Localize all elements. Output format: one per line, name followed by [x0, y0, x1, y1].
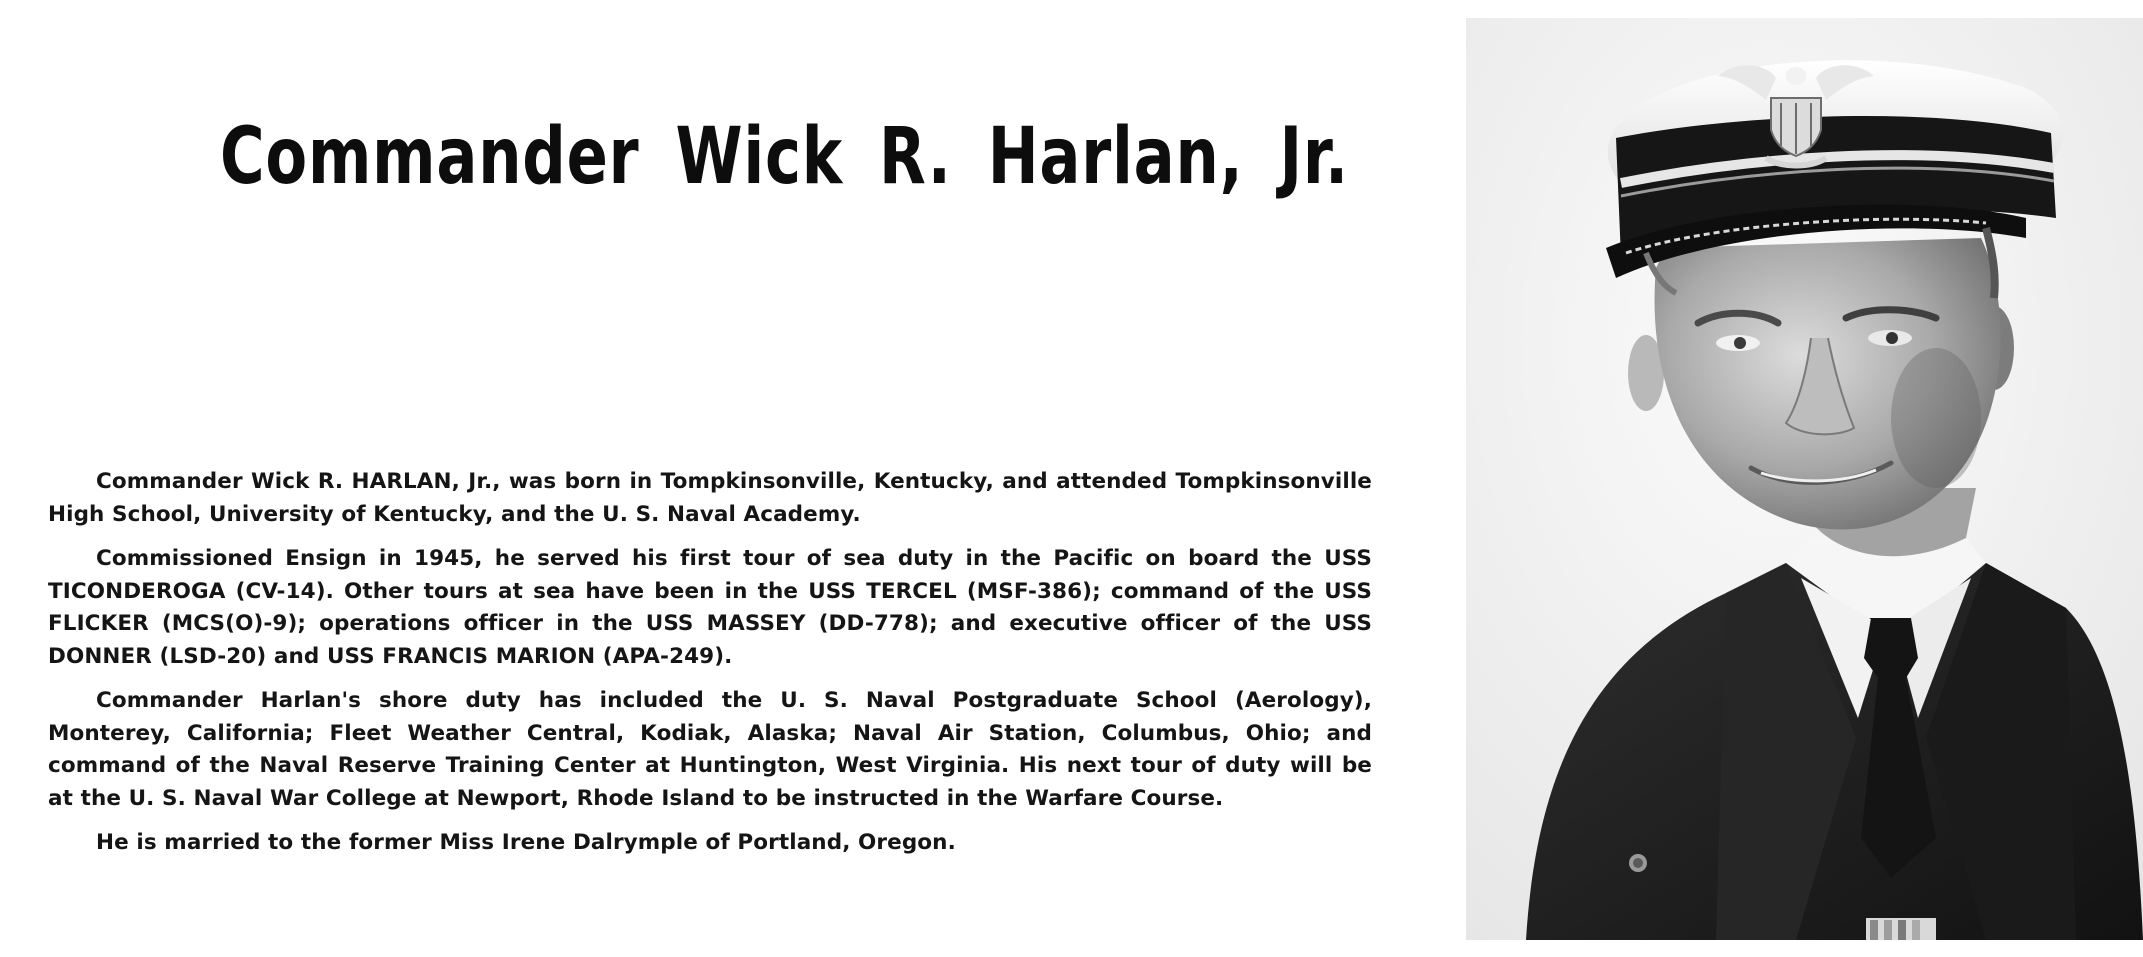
- portrait-photo: [1466, 18, 2143, 940]
- biography-text: [48, 466, 1372, 860]
- page-title: Commander Wick R. Harlan, Jr.: [220, 112, 1349, 202]
- bio-paragraph-sea-duty: Commissioned Ensign in 1945, he served his first tour of sea duty in the Pacific on board the USS TICONDEROGA (CV-14). Other tours at sea have been in the USS TERCEL (MSF-386); command of the USS FLICKER (MCS(O)-9); operations officer in the USS MASSEY (DD-778); and executive officer of the USS DONNER (LSD-20) and USS FRANCIS MARION (APA-249).: [48, 546, 1372, 669]
- bio-paragraph-birth: Commander Wick R. HARLAN, Jr., was born in Tompkinsonville, Kentucky, and attended Tompkinsonville High School, University of Kentucky, and the U. S. Naval Academy.: [48, 469, 1372, 527]
- bio-paragraph-shore-duty: Commander Harlan's shore duty has included the U. S. Naval Postgraduate School (Aerology), Monterey, California; Fleet Weather Central, Kodiak, Alaska; Naval Air Station, Columbus, Ohio; and command of the Naval Reserve Training Center at Huntington, West Virginia. His next tour of duty will be at the U. S. Naval War College at Newport, Rhode Island to be instructed in the Warfare Course.: [48, 688, 1372, 811]
- bio-paragraph-family: He is married to the former Miss Irene Dalrymple of Portland, Oregon.: [96, 830, 956, 855]
- portrait-illustration: [1466, 18, 2143, 940]
